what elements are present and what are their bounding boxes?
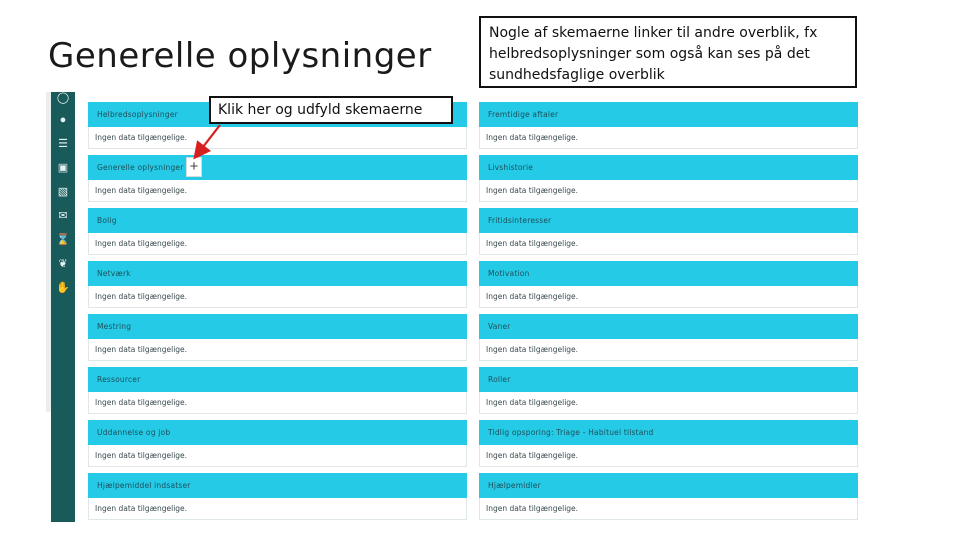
sidebar (51, 92, 75, 522)
panel-vaner[interactable] (479, 314, 858, 361)
panel-empty-text: Ingen data tilgængelige. (95, 186, 188, 195)
panel-empty-text: Ingen data tilgængelige. (486, 398, 579, 407)
mail-icon[interactable]: ✉ (58, 210, 68, 222)
callout-box: Klik her og udfyld skemaerne (209, 96, 453, 124)
panel-label: Livshistorie (488, 163, 534, 172)
panel-empty-text: Ingen data tilgængelige. (486, 504, 579, 513)
panel-label: Fremtidige aftaler (488, 110, 559, 119)
panel-empty-text: Ingen data tilgængelige. (95, 239, 188, 248)
panel-label: Uddannelse og job (97, 428, 171, 437)
panel-empty-text: Ingen data tilgængelige. (95, 292, 188, 301)
panel-label: Tidlig opsporing: Triage - Habituel tilstand (488, 428, 654, 437)
panel-empty-text: Ingen data tilgængelige. (95, 504, 188, 513)
note-box: Nogle af skemaerne linker til andre overblik, fx helbredsoplysninger som også kan ses på det sundhedsfaglige overblik (479, 16, 857, 88)
slide-title: Generelle oplysninger (48, 36, 432, 76)
panel-empty-text: Ingen data tilgængelige. (95, 451, 188, 460)
panel-ressourcer[interactable] (88, 367, 467, 414)
panel-label: Motivation (488, 269, 530, 278)
panel-empty-text: Ingen data tilgængelige. (486, 133, 579, 142)
panel-empty-text: Ingen data tilgængelige. (95, 133, 188, 142)
panel-label: Netværk (97, 269, 131, 278)
hourglass-icon[interactable]: ⌛ (56, 234, 70, 246)
panel-label: Ressourcer (97, 375, 141, 384)
panel-empty-text: Ingen data tilgængelige. (95, 398, 188, 407)
panel-empty-text: Ingen data tilgængelige. (95, 345, 188, 354)
panel-motivation[interactable] (479, 261, 858, 308)
add-button[interactable]: + (186, 157, 202, 177)
panel-uddannelse-og-job[interactable] (88, 420, 467, 467)
panel-empty-text: Ingen data tilgængelige. (486, 239, 579, 248)
panel-label: Roller (488, 375, 511, 384)
users-icon[interactable]: ● (59, 114, 67, 126)
calendar-icon[interactable]: ▣ (57, 162, 69, 174)
hand-icon[interactable]: ✋ (56, 282, 70, 294)
panel-label: Mestring (97, 322, 132, 331)
panel-livshistorie[interactable] (479, 155, 858, 202)
panel-label: Hjælpemiddel indsatser (97, 481, 191, 490)
panel-label: Bolig (97, 216, 117, 225)
panel-mestring[interactable] (88, 314, 467, 361)
panel-fritidsinteresser[interactable] (479, 208, 858, 255)
panel-empty-text: Ingen data tilgængelige. (486, 292, 579, 301)
panel-label: Vaner (488, 322, 511, 331)
panel-empty-text: Ingen data tilgængelige. (486, 451, 579, 460)
panel-hjaelpemidler[interactable] (479, 473, 858, 520)
panel-tidlig-opsporing[interactable] (479, 420, 858, 467)
clipboard-icon[interactable]: ▧ (57, 186, 69, 198)
panel-label: Fritidsinteresser (488, 216, 552, 225)
list-icon[interactable]: ☰ (58, 138, 68, 150)
panel-hjaelpemiddel-indsatser[interactable] (88, 473, 467, 520)
panel-roller[interactable] (479, 367, 858, 414)
panel-bolig[interactable] (88, 208, 467, 255)
panel-label: Generelle oplysninger (97, 163, 184, 172)
handshake-icon[interactable]: ❦ (58, 258, 68, 270)
panel-label: Hjælpemidler (488, 481, 541, 490)
panel-empty-text: Ingen data tilgængelige. (486, 186, 579, 195)
panel-fremtidige-aftaler[interactable] (479, 102, 858, 149)
panel-label: Helbredsoplysninger (97, 110, 178, 119)
panel-netvaerk[interactable] (88, 261, 467, 308)
panel-empty-text: Ingen data tilgængelige. (486, 345, 579, 354)
panel-generelle-oplysninger[interactable] (88, 155, 467, 202)
eye-icon[interactable]: ◯ (56, 92, 70, 104)
